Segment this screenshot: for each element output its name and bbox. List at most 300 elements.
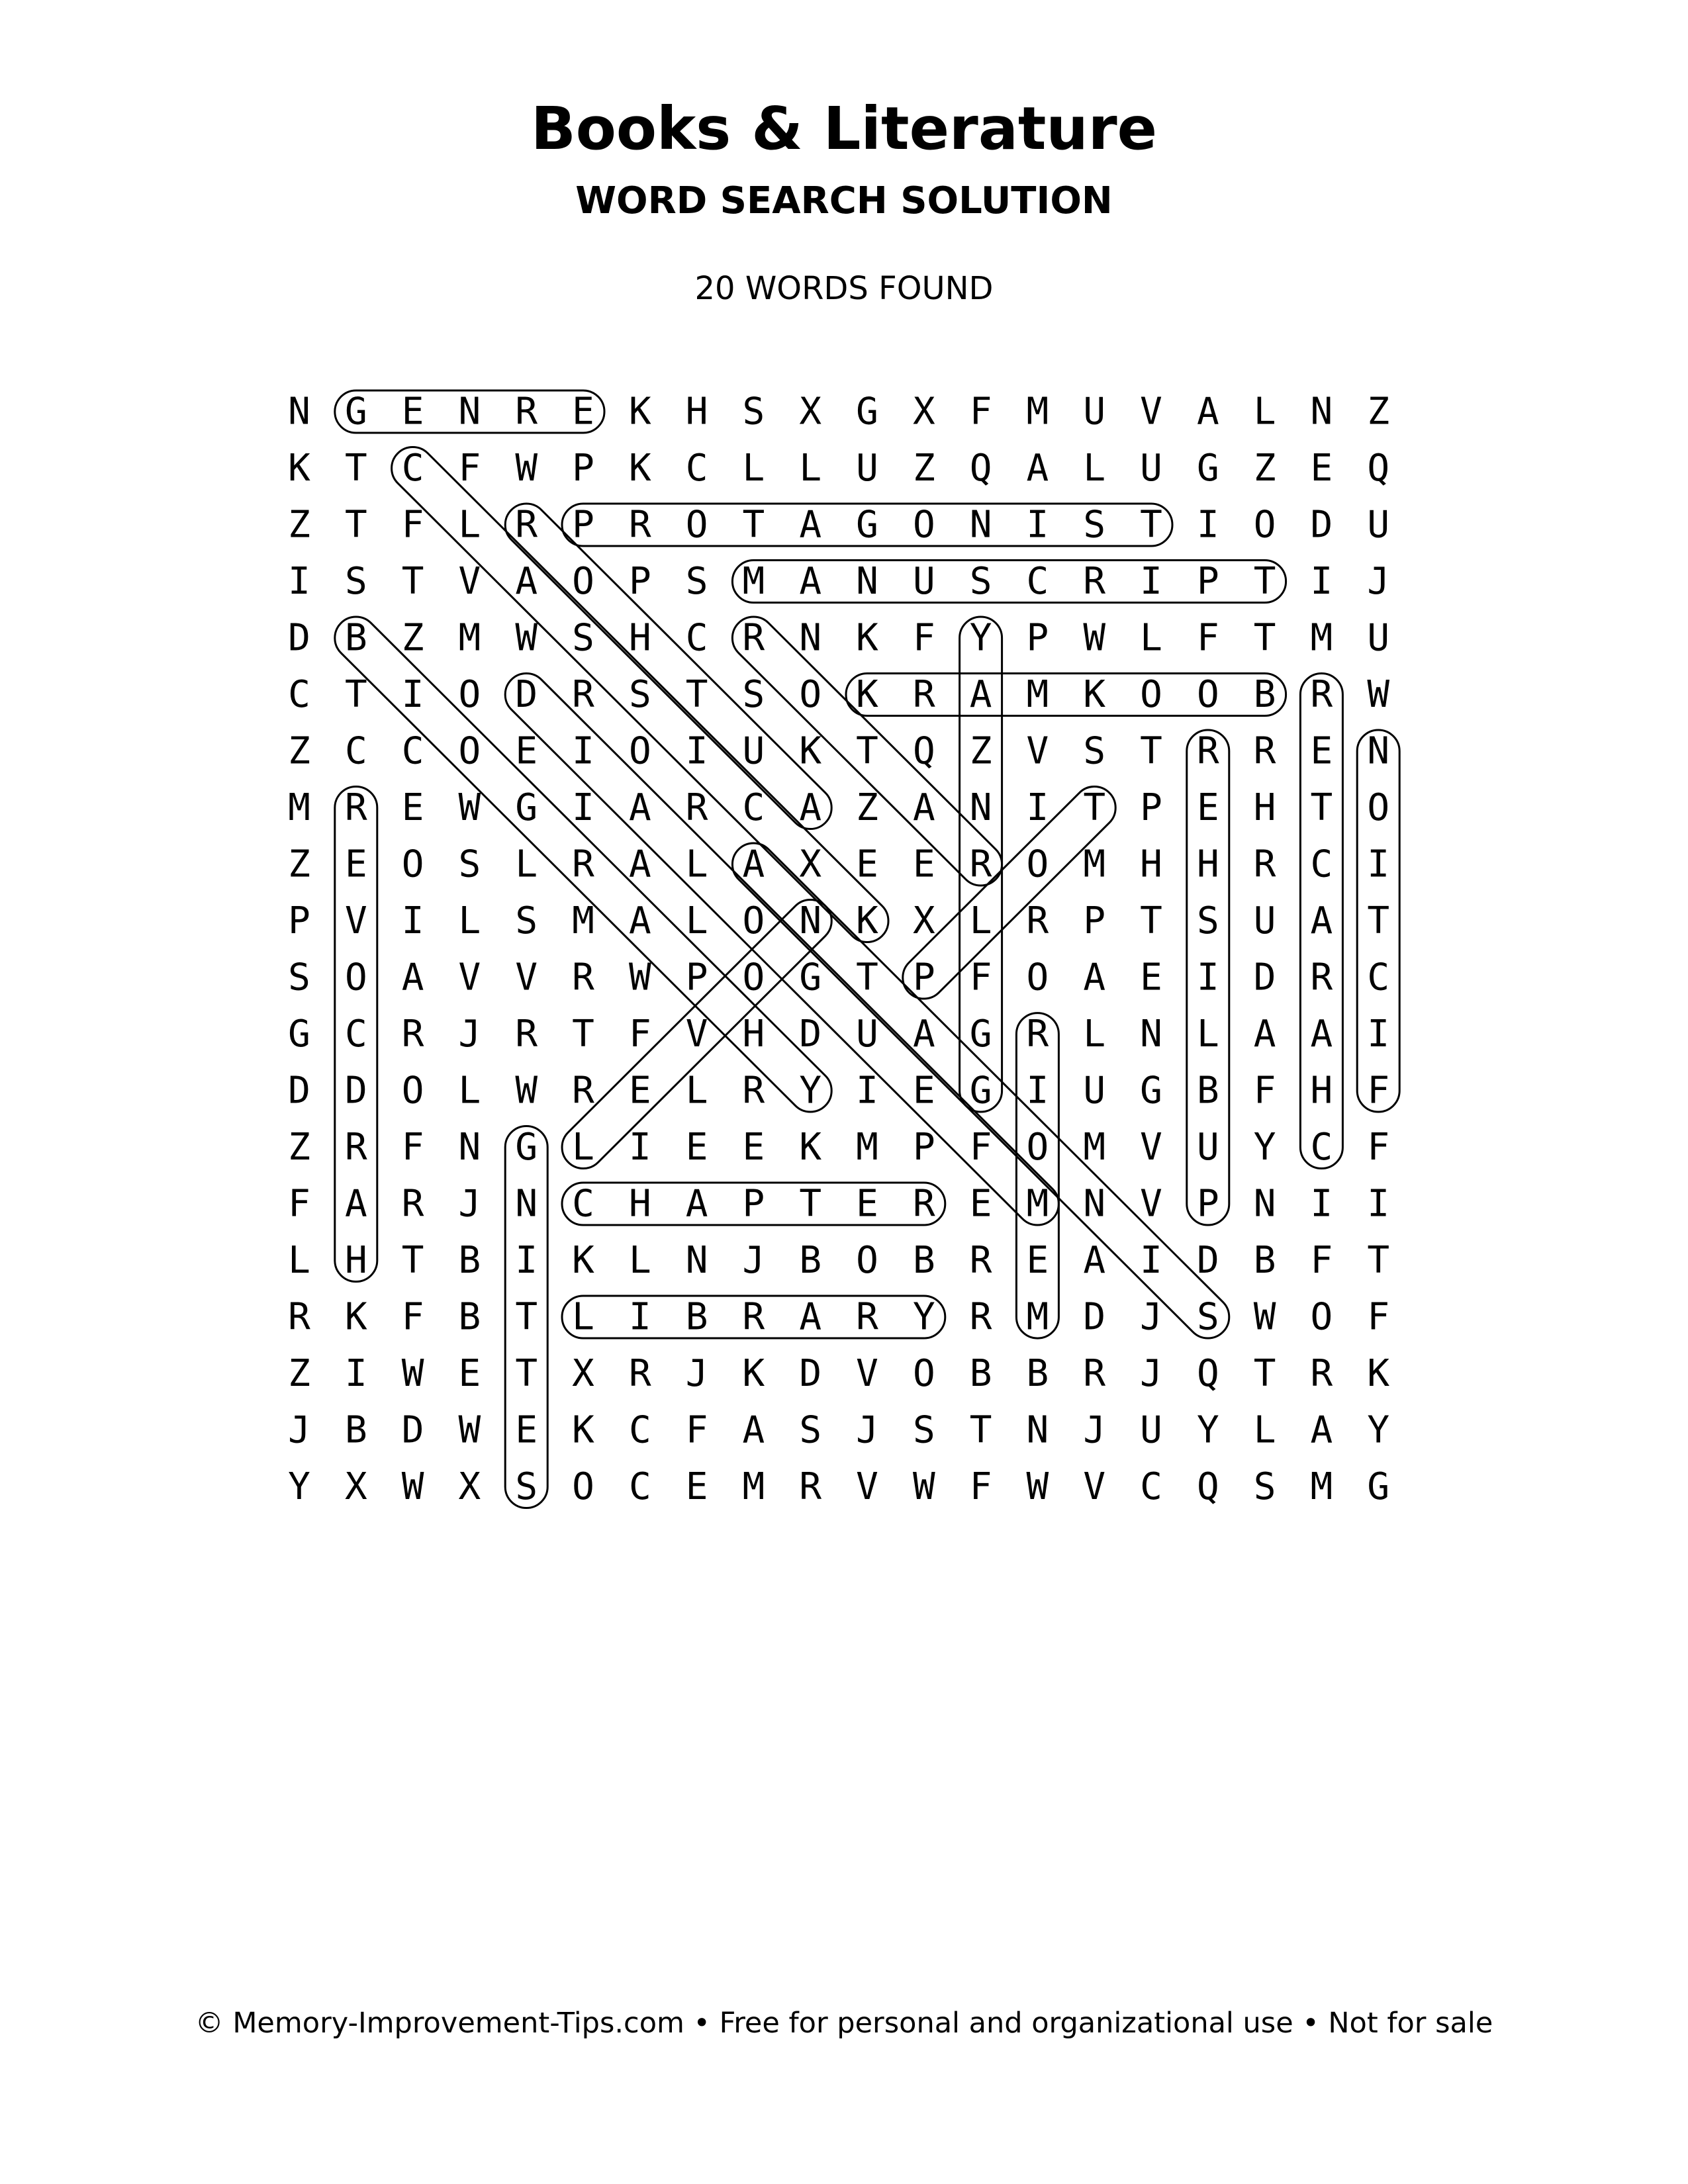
grid-letter: P xyxy=(1083,899,1106,942)
grid-letter: J xyxy=(685,1352,708,1395)
grid-letter: B xyxy=(1196,1069,1219,1113)
grid-letter: G xyxy=(856,390,878,433)
grid-letter: C xyxy=(344,729,367,773)
grid-letter: R xyxy=(515,390,538,433)
grid-letter: A xyxy=(628,842,651,886)
grid-letter: A xyxy=(515,560,538,603)
grid-letter: L xyxy=(1083,447,1106,490)
grid-letter: A xyxy=(799,1295,822,1339)
grid-letter: V xyxy=(458,956,481,999)
grid-letter: O xyxy=(912,1352,935,1395)
grid-letter: X xyxy=(344,1465,367,1508)
grid-letter: A xyxy=(799,560,822,603)
grid-letter: P xyxy=(1140,786,1162,829)
grid-letter: I xyxy=(515,1239,538,1282)
grid-letter: C xyxy=(401,729,424,773)
grid-letter: W xyxy=(401,1352,424,1395)
grid-letter: R xyxy=(742,1295,765,1339)
grid-letter: L xyxy=(685,842,708,886)
grid-letter: L xyxy=(515,842,538,886)
grid-letter: B xyxy=(685,1295,708,1339)
grid-letter: O xyxy=(458,673,481,716)
grid-letter: G xyxy=(344,390,367,433)
grid-letter: S xyxy=(628,673,651,716)
grid-letter: V xyxy=(1140,1126,1162,1169)
grid-letter: Q xyxy=(1196,1465,1219,1508)
grid-letter: A xyxy=(1083,956,1106,999)
grid-letter: G xyxy=(1140,1069,1162,1113)
grid-letter: O xyxy=(344,956,367,999)
grid-letter: E xyxy=(912,1069,935,1113)
grid-letter: W xyxy=(912,1465,935,1508)
grid-letter: T xyxy=(1253,560,1276,603)
grid-letter: L xyxy=(685,1069,708,1113)
grid-letter: O xyxy=(458,729,481,773)
grid-letter: T xyxy=(515,1352,538,1395)
grid-letter: Y xyxy=(799,1069,822,1113)
grid-letter: C xyxy=(1026,560,1049,603)
grid-letter: A xyxy=(1310,899,1333,942)
grid-letter: E xyxy=(1310,447,1333,490)
grid-letter: W xyxy=(515,616,538,660)
grid-letter: R xyxy=(515,1013,538,1056)
grid-letter: N xyxy=(458,390,481,433)
grid-letter: F xyxy=(458,447,481,490)
grid-letter: I xyxy=(1026,786,1049,829)
grid-letter: C xyxy=(572,1182,594,1226)
grid-letter: C xyxy=(1140,1465,1162,1508)
grid-letter: J xyxy=(1140,1352,1162,1395)
grid-letter: N xyxy=(1253,1182,1276,1226)
grid-letter: C xyxy=(1367,956,1390,999)
grid-letter: O xyxy=(1253,503,1276,547)
grid-letter: G xyxy=(1367,1465,1390,1508)
grid-letter: C xyxy=(344,1013,367,1056)
grid-letter: D xyxy=(344,1069,367,1113)
grid-letter: K xyxy=(628,390,651,433)
grid-letter: L xyxy=(572,1126,594,1169)
grid-letter: S xyxy=(969,560,992,603)
grid-letter: C xyxy=(685,616,708,660)
grid-letter: T xyxy=(1367,899,1390,942)
grid-letter: G xyxy=(856,503,878,547)
grid-letter: M xyxy=(1310,616,1333,660)
grid-letter: R xyxy=(1026,1013,1049,1056)
grid-letter: K xyxy=(1367,1352,1390,1395)
grid-letter: I xyxy=(288,560,310,603)
grid-letter: B xyxy=(458,1239,481,1282)
grid-letter: K xyxy=(572,1239,594,1282)
grid-letter: P xyxy=(572,447,594,490)
grid-letter: E xyxy=(742,1126,765,1169)
grid-letter: L xyxy=(685,899,708,942)
grid-letter: R xyxy=(628,503,651,547)
grid-letter: E xyxy=(969,1182,992,1226)
grid-letter: A xyxy=(628,899,651,942)
grid-letter: M xyxy=(1026,1182,1049,1226)
grid-letter: M xyxy=(1310,1465,1333,1508)
grid-letter: R xyxy=(1253,729,1276,773)
grid-letter: Z xyxy=(288,842,310,886)
grid-letter: R xyxy=(572,956,594,999)
grid-letter: H xyxy=(628,616,651,660)
grid-letter: L xyxy=(458,503,481,547)
grid-letter: F xyxy=(1367,1069,1390,1113)
grid-letter: E xyxy=(515,1408,538,1452)
grid-letter: T xyxy=(1140,503,1162,547)
grid-letter: R xyxy=(572,842,594,886)
grid-letter: I xyxy=(856,1069,878,1113)
grid-letter: M xyxy=(856,1126,878,1169)
grid-letter: M xyxy=(1083,1126,1106,1169)
grid-letter: I xyxy=(685,729,708,773)
grid-letter: S xyxy=(742,673,765,716)
grid-letter: O xyxy=(572,1465,594,1508)
grid-letter: A xyxy=(799,786,822,829)
grid-letter: N xyxy=(685,1239,708,1282)
grid-letter: M xyxy=(288,786,310,829)
grid-letter: Y xyxy=(912,1295,935,1339)
grid-letter: D xyxy=(799,1013,822,1056)
grid-letter: G xyxy=(288,1013,310,1056)
grid-letter: P xyxy=(572,503,594,547)
grid-letter: S xyxy=(1196,1295,1219,1339)
grid-letter: G xyxy=(799,956,822,999)
grid-letter: O xyxy=(401,842,424,886)
grid-letter: N xyxy=(458,1126,481,1169)
grid-letter: V xyxy=(1026,729,1049,773)
grid-letter: U xyxy=(912,560,935,603)
grid-letter: E xyxy=(856,1182,878,1226)
grid-letter: N xyxy=(515,1182,538,1226)
grid-letter: W xyxy=(515,1069,538,1113)
grid-letter: S xyxy=(685,560,708,603)
grid-letter: M xyxy=(742,560,765,603)
grid-letter: L xyxy=(799,447,822,490)
grid-letter: G xyxy=(1196,447,1219,490)
grid-letter: E xyxy=(1026,1239,1049,1282)
grid-letter: S xyxy=(344,560,367,603)
grid-letter: B xyxy=(969,1352,992,1395)
grid-letter: O xyxy=(856,1239,878,1282)
grid-letter: A xyxy=(799,503,822,547)
grid-letter: U xyxy=(1367,503,1390,547)
grid-letter: D xyxy=(1253,956,1276,999)
grid-letter: L xyxy=(1140,616,1162,660)
grid-letter: A xyxy=(969,673,992,716)
grid-letter: T xyxy=(344,673,367,716)
grid-letter: X xyxy=(572,1352,594,1395)
grid-letter: O xyxy=(912,503,935,547)
words-found-count: 20 WORDS FOUND xyxy=(694,270,994,307)
grid-letter: V xyxy=(856,1465,878,1508)
grid-letter: A xyxy=(912,1013,935,1056)
grid-letter: I xyxy=(1310,1182,1333,1226)
grid-letter: N xyxy=(1310,390,1333,433)
grid-letter: K xyxy=(572,1408,594,1452)
grid-letter: N xyxy=(799,616,822,660)
grid-letter: A xyxy=(685,1182,708,1226)
grid-letter: Z xyxy=(288,1352,310,1395)
grid-letter: F xyxy=(685,1408,708,1452)
grid-letter: M xyxy=(1026,390,1049,433)
grid-letter: T xyxy=(685,673,708,716)
grid-letter: O xyxy=(1026,956,1049,999)
grid-letter: S xyxy=(572,616,594,660)
grid-letter: U xyxy=(1367,616,1390,660)
grid-letter: R xyxy=(401,1182,424,1226)
grid-letter: F xyxy=(1367,1126,1390,1169)
grid-letter: W xyxy=(1367,673,1390,716)
grid-letter: O xyxy=(1310,1295,1333,1339)
grid-letter: O xyxy=(742,899,765,942)
grid-letter: H xyxy=(1253,786,1276,829)
grid-letter: W xyxy=(1026,1465,1049,1508)
grid-letter: D xyxy=(515,673,538,716)
grid-letter: A xyxy=(742,842,765,886)
grid-letter: Y xyxy=(969,616,992,660)
grid-letter: S xyxy=(1083,729,1106,773)
grid-letter: K xyxy=(288,447,310,490)
grid-letter: Z xyxy=(969,729,992,773)
grid-letter: A xyxy=(912,786,935,829)
grid-letter: K xyxy=(344,1295,367,1339)
grid-letter: T xyxy=(1140,729,1162,773)
grid-letter: K xyxy=(799,729,822,773)
grid-letter: X xyxy=(912,899,935,942)
found-word-memoir-17 xyxy=(1016,1013,1058,1339)
grid-letter: B xyxy=(344,616,367,660)
grid-letter: B xyxy=(1253,1239,1276,1282)
grid-letter: U xyxy=(1083,1069,1106,1113)
grid-letter: T xyxy=(344,503,367,547)
grid-letter: P xyxy=(1026,616,1049,660)
grid-letter: I xyxy=(1367,1182,1390,1226)
grid-letter: L xyxy=(572,1295,594,1339)
grid-letter: P xyxy=(1196,1182,1219,1226)
grid-letter: M xyxy=(1026,673,1049,716)
grid-letter: I xyxy=(572,786,594,829)
grid-letter: Y xyxy=(288,1465,310,1508)
grid-letter: L xyxy=(628,1239,651,1282)
grid-letter: L xyxy=(458,899,481,942)
grid-letter: F xyxy=(969,956,992,999)
grid-letter: J xyxy=(1367,560,1390,603)
grid-letter: T xyxy=(799,1182,822,1226)
grid-letter: C xyxy=(1310,842,1333,886)
grid-letter: S xyxy=(515,899,538,942)
grid-letter: U xyxy=(856,1013,878,1056)
grid-letter: D xyxy=(288,616,310,660)
grid-letter: O xyxy=(1367,786,1390,829)
copyright-footer: © Memory-Improvement-Tips.com • Free for personal and organizational use • Not for sale xyxy=(195,2007,1493,2040)
grid-letter: H xyxy=(685,390,708,433)
grid-letter: T xyxy=(856,729,878,773)
grid-letter: V xyxy=(1140,390,1162,433)
grid-letter: D xyxy=(1196,1239,1219,1282)
grid-letter: B xyxy=(344,1408,367,1452)
grid-letter: A xyxy=(1196,390,1219,433)
grid-letter: T xyxy=(1310,786,1333,829)
grid-letter: R xyxy=(969,1239,992,1282)
grid-letter: F xyxy=(1253,1069,1276,1113)
grid-letter: S xyxy=(912,1408,935,1452)
grid-letter: O xyxy=(1026,842,1049,886)
grid-letter: T xyxy=(1140,899,1162,942)
grid-letter: W xyxy=(1253,1295,1276,1339)
grid-letter: H xyxy=(1140,842,1162,886)
grid-letter: Z xyxy=(288,1126,310,1169)
grid-letter: E xyxy=(912,842,935,886)
grid-letter: T xyxy=(401,1239,424,1282)
grid-letter: V xyxy=(856,1352,878,1395)
grid-letter: O xyxy=(1196,673,1219,716)
grid-letter: G xyxy=(515,786,538,829)
grid-letter: E xyxy=(572,390,594,433)
grid-letter: R xyxy=(288,1295,310,1339)
grid-letter: K xyxy=(799,1126,822,1169)
grid-letter: E xyxy=(401,786,424,829)
grid-letter: V xyxy=(344,899,367,942)
grid-letter: R xyxy=(912,1182,935,1226)
grid-letter: R xyxy=(1083,1352,1106,1395)
grid-letter: R xyxy=(1026,899,1049,942)
grid-letter: R xyxy=(912,673,935,716)
grid-letter: R xyxy=(969,842,992,886)
grid-letter: K xyxy=(628,447,651,490)
grid-letter: C xyxy=(288,673,310,716)
grid-letter: V xyxy=(1083,1465,1106,1508)
grid-letter: R xyxy=(969,1295,992,1339)
grid-letter: R xyxy=(856,1295,878,1339)
grid-letter: Z xyxy=(288,503,310,547)
grid-letter: E xyxy=(685,1465,708,1508)
grid-letter: E xyxy=(1310,729,1333,773)
grid-letter: V xyxy=(458,560,481,603)
grid-letter: S xyxy=(742,390,765,433)
grid-letter: N xyxy=(1140,1013,1162,1056)
grid-letter: E xyxy=(515,729,538,773)
grid-letter: R xyxy=(401,1013,424,1056)
grid-letter: C xyxy=(742,786,765,829)
grid-letter: X xyxy=(799,842,822,886)
grid-letter: F xyxy=(1196,616,1219,660)
grid-letter: E xyxy=(401,390,424,433)
grid-letter: R xyxy=(742,1069,765,1113)
grid-letter: Z xyxy=(856,786,878,829)
grid-letter: S xyxy=(1253,1465,1276,1508)
puzzle-subtitle: WORD SEARCH SOLUTION xyxy=(575,179,1113,222)
grid-letter: R xyxy=(742,616,765,660)
grid-letter: X xyxy=(458,1465,481,1508)
grid-letter: I xyxy=(1196,956,1219,999)
grid-letter: X xyxy=(799,390,822,433)
grid-letter: H xyxy=(1310,1069,1333,1113)
letter-grid xyxy=(288,390,1389,1509)
grid-letter: V xyxy=(1140,1182,1162,1226)
grid-letter: F xyxy=(969,1465,992,1508)
grid-letter: D xyxy=(288,1069,310,1113)
grid-letter: A xyxy=(1253,1013,1276,1056)
grid-letter: I xyxy=(628,1126,651,1169)
grid-letter: T xyxy=(1253,616,1276,660)
grid-letter: P xyxy=(288,899,310,942)
grid-letter: R xyxy=(1083,560,1106,603)
grid-letter: Z xyxy=(912,447,935,490)
grid-letter: L xyxy=(1253,1408,1276,1452)
grid-letter: T xyxy=(572,1013,594,1056)
grid-letter: T xyxy=(742,503,765,547)
grid-letter: U xyxy=(1196,1126,1219,1169)
grid-letter: N xyxy=(856,560,878,603)
grid-letter: W xyxy=(628,956,651,999)
grid-letter: N xyxy=(799,899,822,942)
grid-letter: P xyxy=(1196,560,1219,603)
grid-letter: L xyxy=(1196,1013,1219,1056)
grid-letter: E xyxy=(344,842,367,886)
grid-letter: A xyxy=(1310,1408,1333,1452)
grid-letter: L xyxy=(288,1239,310,1282)
grid-letter: B xyxy=(1253,673,1276,716)
grid-letter: B xyxy=(458,1295,481,1339)
grid-letter: U xyxy=(742,729,765,773)
grid-letter: U xyxy=(1140,447,1162,490)
grid-letter: R xyxy=(344,1126,367,1169)
grid-letter: A xyxy=(1083,1239,1106,1282)
grid-letter: S xyxy=(1196,899,1219,942)
grid-letter: W xyxy=(458,1408,481,1452)
grid-letter: A xyxy=(401,956,424,999)
grid-letter: M xyxy=(1083,842,1106,886)
grid-letter: H xyxy=(742,1013,765,1056)
grid-letter: I xyxy=(628,1295,651,1339)
grid-letter: Y xyxy=(1367,1408,1390,1452)
grid-letter: Z xyxy=(288,729,310,773)
grid-letter: S xyxy=(799,1408,822,1452)
grid-letter: S xyxy=(458,842,481,886)
grid-letter: I xyxy=(1367,1013,1390,1056)
grid-letter: R xyxy=(628,1352,651,1395)
grid-letter: R xyxy=(572,673,594,716)
grid-letter: G xyxy=(969,1013,992,1056)
grid-letter: I xyxy=(1026,503,1049,547)
grid-letter: T xyxy=(401,560,424,603)
grid-letter: W xyxy=(515,447,538,490)
grid-letter: Z xyxy=(401,616,424,660)
grid-letter: F xyxy=(969,390,992,433)
grid-letter: F xyxy=(401,503,424,547)
grid-letter: N xyxy=(1367,729,1390,773)
grid-letter: E xyxy=(1140,956,1162,999)
grid-letter: O xyxy=(1026,1126,1049,1169)
grid-letter: J xyxy=(742,1239,765,1282)
grid-letter: L xyxy=(969,899,992,942)
grid-letter: J xyxy=(458,1013,481,1056)
grid-letter: Q xyxy=(912,729,935,773)
grid-letter: P xyxy=(685,956,708,999)
grid-letter: U xyxy=(1083,390,1106,433)
grid-letter: F xyxy=(401,1295,424,1339)
grid-letter: C xyxy=(1310,1126,1333,1169)
grid-letter: E xyxy=(685,1126,708,1169)
grid-letter: E xyxy=(458,1352,481,1395)
grid-letter: C xyxy=(628,1408,651,1452)
grid-letter: I xyxy=(1196,503,1219,547)
grid-letter: N xyxy=(1083,1182,1106,1226)
grid-letter: I xyxy=(344,1352,367,1395)
grid-letter: B xyxy=(799,1239,822,1282)
grid-letter: M xyxy=(1026,1295,1049,1339)
